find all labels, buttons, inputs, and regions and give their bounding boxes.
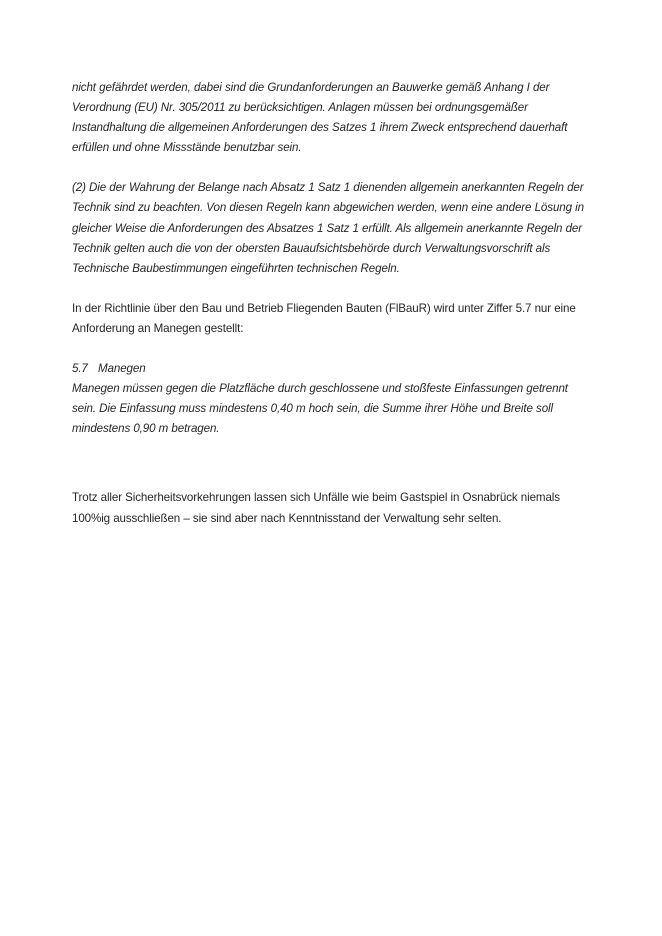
blank-page-area [0,470,662,936]
paragraph-fazit: Trotz aller Sicherheitsvorkehrungen lassen sich Unfälle wie beim Gastspiel in Osnabrück niemals 100%ig ausschließen – sie sind aber nach Kenntnisstand der Verwaltung sehr selten. [72,491,560,525]
heading-title: Manegen [98,362,146,376]
paragraph-spacer [72,339,590,359]
paragraph-manegen-anforderung: Manegen müssen gegen die Platzfläche durch geschlossene und stoßfeste Einfassungen getrennt sein. Die Einfassung muss mindestens 0,40 m hoch sein, die Summe ihrer Höhe und Breite soll mindestens 0,90 m betragen. [72,382,568,436]
paragraph-absatz-2: (2) Die der Wahrung der Belange nach Absatz 1 Satz 1 dienenden allgemein anerkannten Regeln der Technik sind zu beachten. Von diesen Regeln kann abgewichen werden, wenn eine andere Lösung in gleicher Weise die Anforderungen des Absatzes 1 Satz 1 erfüllt. Als allgemein anerkannte Regeln der Technik gelten auch die von der obersten Bauaufsichtsbehörde durch Verwaltungsvorschrift als Technische Baubestimmungen eingeführten technischen Regeln. [72,181,584,275]
paragraph-spacer [72,158,590,178]
paragraph-continuation: nicht gefährdet werden, dabei sind die Grundanforderungen an Bauwerke gemäß Anhang I der Verordnung (EU) Nr. 305/2011 zu berücksichtigen. Anlagen müssen bei ordnungsgemäßer Instandhaltung die allgemeinen Anforderungen des Satzes 1 ihrem Zweck entsprechend dauerhaft erfüllen und ohne Missstände benutzbar sein. [72,81,568,155]
heading-5-7-manegen [72,359,590,379]
document-text-column [72,78,590,529]
paragraph-spacer [72,279,590,299]
paragraph-richtlinie-flbaur: In der Richtlinie über den Bau und Betrieb Fliegenden Bauten (FlBauR) wird unter Ziffer 5.7 nur eine Anforderung an Manegen gestellt: [72,301,576,335]
heading-number: 5.7 [72,362,88,376]
